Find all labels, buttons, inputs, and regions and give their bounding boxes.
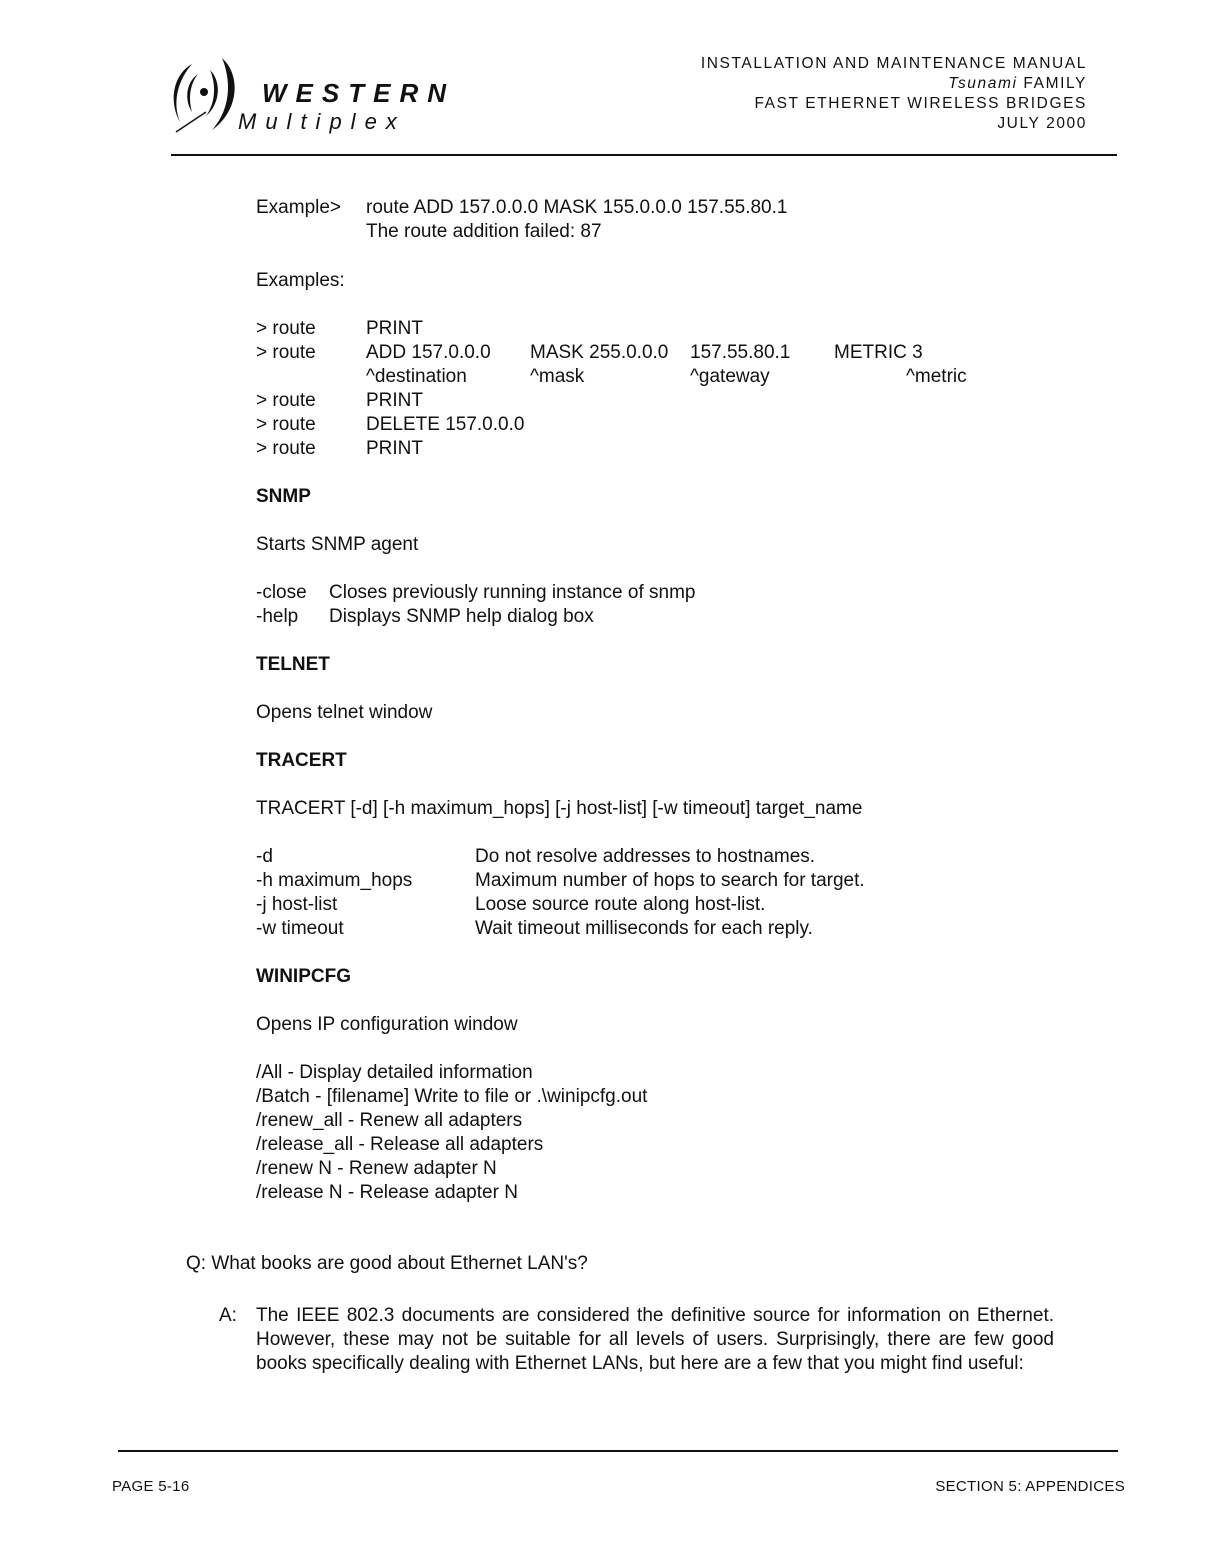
faq-answer: The IEEE 802.3 documents are considered the definitive source for information on Ethernet. However, these may not be suitable for all levels of users. Surprisingly, there are few good books specifically dealing with Ethernet LANs, but here are a few that you might find useful: bbox=[256, 1305, 1054, 1374]
route-example-command: route ADD 157.0.0.0 MASK 155.0.0.0 157.55.80.1 bbox=[366, 197, 788, 218]
example-command: DELETE 157.0.0.0 bbox=[366, 414, 525, 435]
tracert-option-desc: Do not resolve addresses to hostnames. bbox=[475, 846, 816, 867]
header-product: FAST ETHERNET WIRELESS BRIDGES bbox=[754, 95, 1087, 112]
tracert-option-flag: -j host-list bbox=[256, 894, 338, 915]
example-metric: METRIC 3 bbox=[834, 342, 923, 363]
annotation-gateway: ^gateway bbox=[690, 366, 770, 387]
example-command: ADD 157.0.0.0 bbox=[366, 342, 491, 363]
example-prompt: > route bbox=[256, 318, 316, 339]
example-mask: MASK 255.0.0.0 bbox=[530, 342, 669, 363]
annotation-destination: ^destination bbox=[366, 366, 467, 387]
winipcfg-option: /release_all - Release all adapters bbox=[256, 1134, 544, 1155]
header-manual-title: INSTALLATION AND MAINTENANCE MANUAL bbox=[700, 55, 1087, 72]
header-family-rest: FAMILY bbox=[1017, 75, 1087, 92]
example-command: PRINT bbox=[366, 318, 423, 339]
footer-page-number: PAGE 5-16 bbox=[112, 1478, 190, 1495]
winipcfg-heading: WINIPCFG bbox=[256, 966, 351, 987]
tracert-option-desc: Loose source route along host-list. bbox=[475, 894, 766, 915]
snmp-option-flag: -help bbox=[256, 606, 299, 627]
header-date: JULY 2000 bbox=[997, 115, 1087, 132]
example-prompt: > route bbox=[256, 390, 316, 411]
tracert-option-desc: Wait timeout milliseconds for each reply. bbox=[475, 918, 813, 939]
snmp-heading: SNMP bbox=[256, 486, 311, 507]
annotation-mask: ^mask bbox=[530, 366, 585, 387]
faq-answer-label: A: bbox=[219, 1305, 237, 1326]
examples-heading: Examples: bbox=[256, 270, 345, 291]
winipcfg-option: /release N - Release adapter N bbox=[256, 1182, 518, 1203]
telnet-heading: TELNET bbox=[256, 654, 330, 675]
winipcfg-option: /renew N - Renew adapter N bbox=[256, 1158, 497, 1179]
western-multiplex-logo bbox=[166, 52, 456, 137]
header-family-italic: Tsunami bbox=[948, 75, 1018, 92]
footer-section: SECTION 5: APPENDICES bbox=[935, 1478, 1125, 1495]
tracert-option-flag: -d bbox=[256, 846, 273, 867]
route-example-result: The route addition failed: 87 bbox=[366, 221, 602, 242]
tracert-option-flag: -w timeout bbox=[256, 918, 344, 939]
tracert-option-desc: Maximum number of hops to search for target. bbox=[475, 870, 865, 891]
winipcfg-option: /Batch - [filename] Write to file or .\winipcfg.out bbox=[256, 1086, 648, 1107]
logo-word-multiplex: Multiplex bbox=[238, 109, 406, 134]
header-family bbox=[948, 74, 1087, 94]
example-gateway: 157.55.80.1 bbox=[690, 342, 791, 363]
winipcfg-description: Opens IP configuration window bbox=[256, 1014, 518, 1035]
snmp-option-desc: Displays SNMP help dialog box bbox=[329, 606, 594, 627]
logo-word-western: WESTERN bbox=[262, 78, 455, 108]
example-prompt: > route bbox=[256, 342, 316, 363]
snmp-option-desc: Closes previously running instance of snmp bbox=[329, 582, 696, 603]
example-command: PRINT bbox=[366, 390, 423, 411]
example-prompt: > route bbox=[256, 414, 316, 435]
tracert-usage: TRACERT [-d] [-h maximum_hops] [-j host-list] [-w timeout] target_name bbox=[256, 798, 863, 819]
example-command: PRINT bbox=[366, 438, 423, 459]
tracert-heading: TRACERT bbox=[256, 750, 347, 771]
route-example-label: Example> bbox=[256, 197, 342, 218]
header-rule bbox=[171, 154, 1117, 156]
annotation-metric: ^metric bbox=[906, 366, 967, 387]
snmp-description: Starts SNMP agent bbox=[256, 534, 419, 555]
snmp-option-flag: -close bbox=[256, 582, 307, 603]
footer-rule bbox=[118, 1450, 1118, 1452]
winipcfg-option: /renew_all - Renew all adapters bbox=[256, 1110, 523, 1131]
faq-question: Q: What books are good about Ethernet LAN's? bbox=[186, 1253, 588, 1274]
winipcfg-option: /All - Display detailed information bbox=[256, 1062, 533, 1083]
example-prompt: > route bbox=[256, 438, 316, 459]
telnet-description: Opens telnet window bbox=[256, 702, 433, 723]
tracert-option-flag: -h maximum_hops bbox=[256, 870, 413, 891]
